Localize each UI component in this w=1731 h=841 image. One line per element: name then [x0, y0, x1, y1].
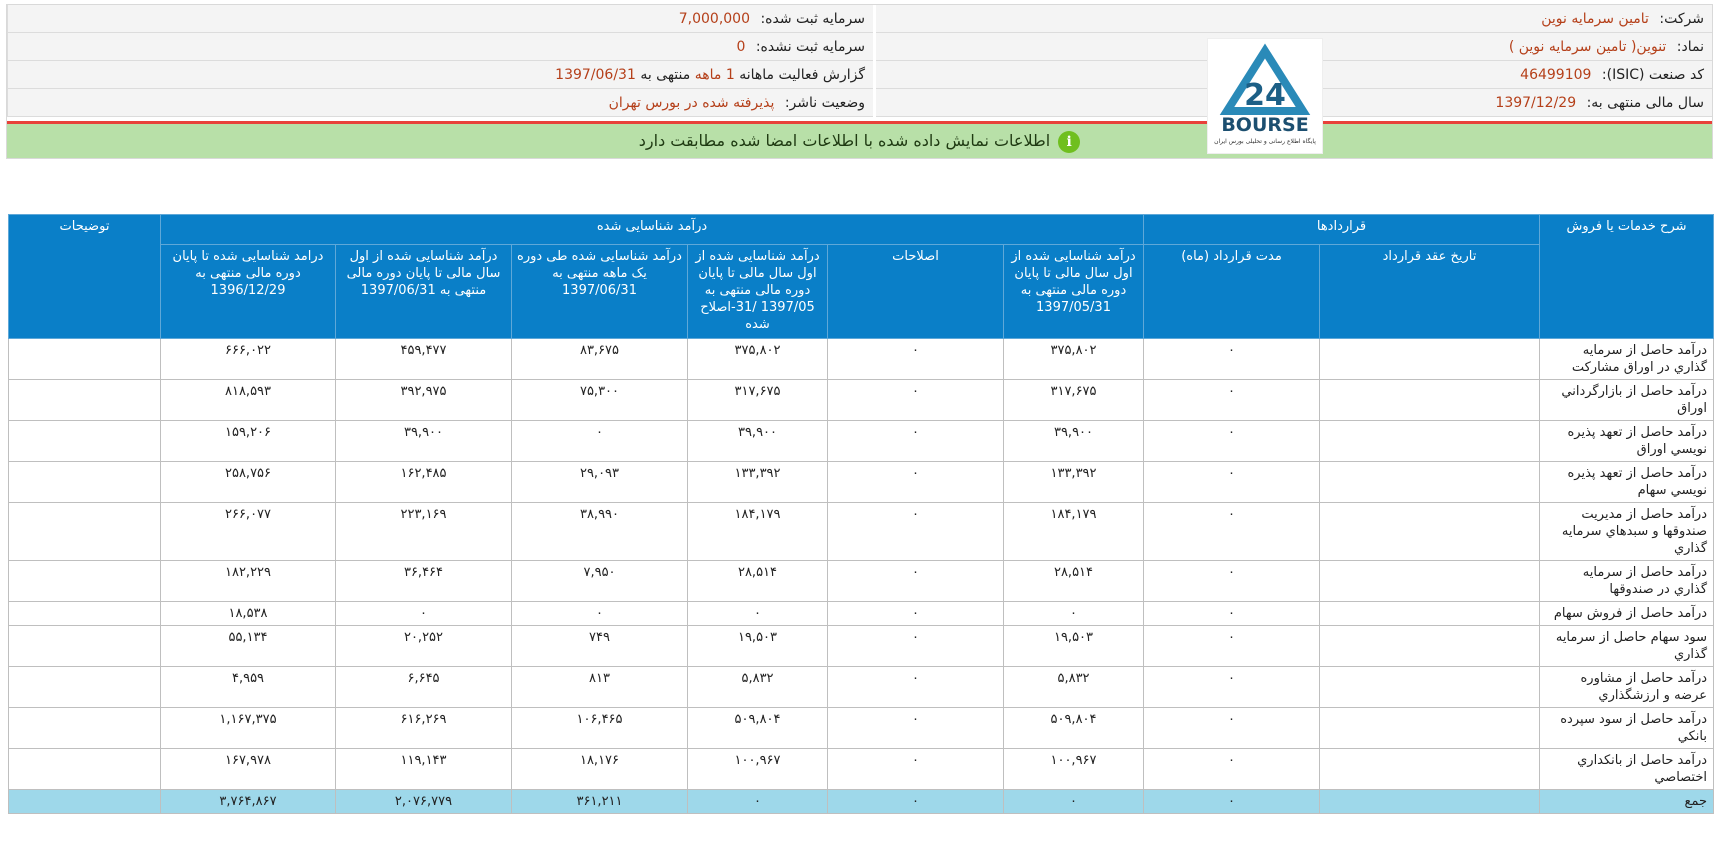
recognized-month-cell: ۷,۹۵۰ [512, 561, 688, 602]
recognized-to-0531-cell: ۳۷۵,۸۰۲ [1004, 339, 1144, 380]
isic-label: کد صنعت (ISIC): [1601, 67, 1704, 83]
row-description: درآمد حاصل از سرمايه گذاري در اوراق مشارکت [1540, 339, 1714, 380]
recognized-to-0631-cell: ۱۱۹,۱۴۳ [336, 749, 512, 790]
fiscal-year-label: سال مالی منتهی به: [1586, 95, 1704, 111]
recognized-to-0531-corrected-cell: ۳۹,۹۰۰ [688, 421, 828, 462]
recognized-month-cell: ۸۱۳ [512, 667, 688, 708]
recognized-month-cell: ۳۸,۹۹۰ [512, 503, 688, 561]
row-description: درآمد حاصل از مديريت صندوقها و سبدهاي سرمايه گذاري [1540, 503, 1714, 561]
table-row [9, 380, 1714, 421]
symbol-value[interactable]: تنوین( تامین سرمایه نوین ) [1508, 39, 1667, 55]
total-recognized-to-961229-cell: ۳,۷۶۴,۸۶۷ [161, 790, 336, 814]
recognized-to-0631-cell: ۱۶۲,۴۸۵ [336, 462, 512, 503]
contract-date-cell [1320, 339, 1540, 380]
recognized-to-0631-cell: ۳۶,۴۶۴ [336, 561, 512, 602]
row-description: سود سهام حاصل از سرمايه گذاري [1540, 626, 1714, 667]
recognized-to-961229-cell: ۸۱۸,۵۹۳ [161, 380, 336, 421]
contract-duration-cell: ۰ [1144, 626, 1320, 667]
total-recognized-to-0631-cell: ۲,۰۷۶,۷۷۹ [336, 790, 512, 814]
logo-number: 24 [1244, 78, 1286, 113]
recognized-to-0531-corrected-cell: ۰ [688, 602, 828, 626]
recognized-to-0531-cell: ۰ [1004, 602, 1144, 626]
recognized-to-0531-cell: ۱۸۴,۱۷۹ [1004, 503, 1144, 561]
corrections-cell: ۰ [828, 667, 1004, 708]
table-row [9, 421, 1714, 462]
isic-value: 46499109 [1520, 67, 1592, 83]
contract-date-cell [1320, 708, 1540, 749]
recognized-to-961229-cell: ۲۵۸,۷۵۶ [161, 462, 336, 503]
recognized-to-0631-cell: ۳۹,۹۰۰ [336, 421, 512, 462]
report-date: 1397/06/31 [555, 67, 636, 83]
corrections-cell: ۰ [828, 708, 1004, 749]
contract-duration-cell: ۰ [1144, 421, 1320, 462]
income-table [8, 214, 1714, 814]
header-contract-duration: مدت قرارداد (ماه) [1144, 245, 1320, 339]
logo-subtext: پایگاه اطلاع رسانی و تحلیلی بورس ایران [1214, 138, 1316, 145]
corrections-cell: ۰ [828, 462, 1004, 503]
recognized-to-0631-cell: ۲۰,۲۵۲ [336, 626, 512, 667]
report-period: 1 ماهه [694, 67, 735, 83]
recognized-month-cell: ۷۴۹ [512, 626, 688, 667]
total-recognized-month-cell: ۳۶۱,۲۱۱ [512, 790, 688, 814]
table-row [9, 667, 1714, 708]
corrections-cell: ۰ [828, 626, 1004, 667]
recognized-month-cell: ۱۰۶,۴۶۵ [512, 708, 688, 749]
notes-cell [9, 626, 161, 667]
header-contract-date: تاریخ عقد قرارداد [1320, 245, 1540, 339]
fiscal-year-value: 1397/12/29 [1495, 95, 1577, 111]
contract-date-cell [1320, 626, 1540, 667]
recognized-to-0531-corrected-cell: ۵,۸۳۲ [688, 667, 828, 708]
recognized-to-961229-cell: ۴,۹۵۹ [161, 667, 336, 708]
bourse24-logo-graphic [1208, 39, 1322, 153]
recognized-to-0531-corrected-cell: ۱۰۰,۹۶۷ [688, 749, 828, 790]
recognized-to-961229-cell: ۱۸۲,۲۲۹ [161, 561, 336, 602]
contract-date-cell [1320, 503, 1540, 561]
total-recognized-to-0531-corrected-cell: ۰ [688, 790, 828, 814]
table-row [9, 561, 1714, 602]
contract-date-cell [1320, 421, 1540, 462]
recognized-to-961229-cell: ۱۵۹,۲۰۶ [161, 421, 336, 462]
header-notes: توضیحات [9, 215, 161, 339]
total-contract-duration-cell: ۰ [1144, 790, 1320, 814]
row-description: درآمد حاصل از بانکداري اختصاصي [1540, 749, 1714, 790]
notes-cell [9, 421, 161, 462]
recognized-to-0631-cell: ۴۵۹,۴۷۷ [336, 339, 512, 380]
publisher-status-row [7, 89, 873, 117]
table-row [9, 749, 1714, 790]
income-table-container [8, 214, 1713, 814]
recognized-to-0631-cell: ۶,۶۴۵ [336, 667, 512, 708]
row-description: درآمد حاصل از تعهد پذيره نويسي سهام [1540, 462, 1714, 503]
total-label: جمع [1540, 790, 1714, 814]
recognized-to-0531-corrected-cell: ۱۸۴,۱۷۹ [688, 503, 828, 561]
publisher-status-value: پذیرفته شده در بورس تهران [608, 95, 775, 111]
recognized-month-cell: ۸۳,۶۷۵ [512, 339, 688, 380]
company-info-panel [6, 4, 1713, 159]
contract-date-cell [1320, 602, 1540, 626]
registered-capital-label: سرمایه ثبت شده: [760, 11, 865, 27]
total-row [9, 790, 1714, 814]
corrections-cell: ۰ [828, 380, 1004, 421]
recognized-to-961229-cell: ۵۵,۱۳۴ [161, 626, 336, 667]
contract-date-cell [1320, 667, 1540, 708]
corrections-cell: ۰ [828, 503, 1004, 561]
contract-duration-cell: ۰ [1144, 503, 1320, 561]
company-label: شرکت: [1659, 11, 1704, 27]
report-prefix: گزارش فعالیت ماهانه [739, 67, 865, 83]
recognized-to-0531-cell: ۵۰۹,۸۰۴ [1004, 708, 1144, 749]
recognized-to-0631-cell: ۳۹۲,۹۷۵ [336, 380, 512, 421]
row-description: درآمد حاصل از فروش سهام [1540, 602, 1714, 626]
notes-cell [9, 749, 161, 790]
table-row [9, 602, 1714, 626]
recognized-to-0531-cell: ۱۹,۵۰۳ [1004, 626, 1144, 667]
notes-cell [9, 503, 161, 561]
unregistered-capital-value: 0 [736, 39, 746, 55]
header-recognized-to-961229: درامد شناسایی شده تا پایان دوره مالی منتهی به 1396/12/29 [161, 245, 336, 339]
recognized-to-0631-cell: ۰ [336, 602, 512, 626]
report-middle: منتهی به [640, 67, 691, 83]
notes-cell [9, 339, 161, 380]
verification-text: اطلاعات نمایش داده شده با اطلاعات امضا شده مطابقت دارد [638, 131, 1051, 150]
symbol-label: نماد: [1676, 39, 1704, 55]
notes-cell [9, 462, 161, 503]
company-row [876, 5, 1712, 33]
total-corrections-cell: ۰ [828, 790, 1004, 814]
header-corrections: اصلاحات [828, 245, 1004, 339]
row-description: درآمد حاصل از مشاوره عرضه و ارزشگذاري [1540, 667, 1714, 708]
recognized-to-0531-corrected-cell: ۳۷۵,۸۰۲ [688, 339, 828, 380]
recognized-month-cell: ۰ [512, 602, 688, 626]
recognized-to-0531-cell: ۵,۸۳۲ [1004, 667, 1144, 708]
row-description: درآمد حاصل از تعهد پذيره نويسي اوراق [1540, 421, 1714, 462]
recognized-to-0531-corrected-cell: ۳۱۷,۶۷۵ [688, 380, 828, 421]
contract-duration-cell: ۰ [1144, 339, 1320, 380]
info-icon: i [1058, 131, 1080, 153]
row-description: درآمد حاصل از سود سپرده بانکي [1540, 708, 1714, 749]
table-row [9, 626, 1714, 667]
row-description: درآمد حاصل از سرمايه گذاري در صندوقها [1540, 561, 1714, 602]
recognized-to-0531-cell: ۲۸,۵۱۴ [1004, 561, 1144, 602]
row-description: درآمد حاصل از بازارگرداني اوراق [1540, 380, 1714, 421]
corrections-cell: ۰ [828, 421, 1004, 462]
recognized-to-961229-cell: ۱۶۷,۹۷۸ [161, 749, 336, 790]
recognized-to-0531-corrected-cell: ۱۹,۵۰۳ [688, 626, 828, 667]
recognized-to-0531-cell: ۳۱۷,۶۷۵ [1004, 380, 1144, 421]
contract-duration-cell: ۰ [1144, 462, 1320, 503]
report-row [7, 61, 873, 89]
header-recognized-to-0531-corrected: درآمد شناسایی شده از اول سال مالی تا پایان دوره مالی منتهی به 1397/05 /31-اصلاح شده [688, 245, 828, 339]
recognized-to-0531-cell: ۳۹,۹۰۰ [1004, 421, 1144, 462]
recognized-to-961229-cell: ۱,۱۶۷,۳۷۵ [161, 708, 336, 749]
publisher-status-label: وضعیت ناشر: [784, 95, 865, 111]
notes-cell [9, 708, 161, 749]
total-notes-cell [9, 790, 161, 814]
registered-capital-value: 7,000,000 [678, 11, 751, 27]
corrections-cell: ۰ [828, 749, 1004, 790]
recognized-to-0531-corrected-cell: ۱۳۳,۳۹۲ [688, 462, 828, 503]
notes-cell [9, 602, 161, 626]
contract-duration-cell: ۰ [1144, 749, 1320, 790]
logo-text: BOURSE [1221, 114, 1309, 136]
table-row [9, 462, 1714, 503]
contract-date-cell [1320, 749, 1540, 790]
table-row [9, 339, 1714, 380]
verification-banner [7, 124, 1712, 158]
recognized-to-0531-cell: ۱۰۰,۹۶۷ [1004, 749, 1144, 790]
registered-capital-row [7, 5, 873, 33]
recognized-to-0631-cell: ۲۲۳,۱۶۹ [336, 503, 512, 561]
header-recognized-to-0631: درآمد شناسایی شده از اول سال مالی تا پایان دوره مالی منتهی به 1397/06/31 [336, 245, 512, 339]
contract-duration-cell: ۰ [1144, 708, 1320, 749]
notes-cell [9, 667, 161, 708]
total-recognized-to-0531-cell: ۰ [1004, 790, 1144, 814]
corrections-cell: ۰ [828, 339, 1004, 380]
header-description: شرح خدمات یا فروش [1540, 215, 1714, 339]
recognized-month-cell: ۲۹,۰۹۳ [512, 462, 688, 503]
contract-date-cell [1320, 462, 1540, 503]
recognized-to-0631-cell: ۶۱۶,۲۶۹ [336, 708, 512, 749]
corrections-cell: ۰ [828, 602, 1004, 626]
recognized-to-961229-cell: ۲۶۶,۰۷۷ [161, 503, 336, 561]
recognized-to-961229-cell: ۶۶۶,۰۲۲ [161, 339, 336, 380]
recognized-to-0531-corrected-cell: ۵۰۹,۸۰۴ [688, 708, 828, 749]
contract-duration-cell: ۰ [1144, 380, 1320, 421]
recognized-to-0531-corrected-cell: ۲۸,۵۱۴ [688, 561, 828, 602]
notes-cell [9, 561, 161, 602]
company-value[interactable]: تامین سرمایه نوین [1541, 11, 1649, 27]
contract-duration-cell: ۰ [1144, 667, 1320, 708]
notes-cell [9, 380, 161, 421]
corrections-cell: ۰ [828, 561, 1004, 602]
header-recognized-income: درآمد شناسایی شده [161, 215, 1144, 245]
recognized-month-cell: ۰ [512, 421, 688, 462]
income-table-body [9, 339, 1714, 814]
contract-duration-cell: ۰ [1144, 602, 1320, 626]
header-contracts: قراردادها [1144, 215, 1540, 245]
recognized-month-cell: ۱۸,۱۷۶ [512, 749, 688, 790]
table-row [9, 503, 1714, 561]
bourse24-logo[interactable] [1207, 38, 1323, 154]
contract-date-cell [1320, 561, 1540, 602]
total-contract-date-cell [1320, 790, 1540, 814]
unregistered-capital-label: سرمایه ثبت نشده: [755, 39, 865, 55]
table-row [9, 708, 1714, 749]
recognized-month-cell: ۷۵,۳۰۰ [512, 380, 688, 421]
recognized-to-961229-cell: ۱۸,۵۳۸ [161, 602, 336, 626]
recognized-to-0531-cell: ۱۳۳,۳۹۲ [1004, 462, 1144, 503]
header-recognized-month-0631: درآمد شناسایی شده طی دوره یک ماهه منتهی به 1397/06/31 [512, 245, 688, 339]
contract-duration-cell: ۰ [1144, 561, 1320, 602]
unregistered-capital-row [7, 33, 873, 61]
contract-date-cell [1320, 380, 1540, 421]
header-recognized-to-0531: درآمد شناسایی شده از اول سال مالی تا پایان دوره مالی منتهی به 1397/05/31 [1004, 245, 1144, 339]
